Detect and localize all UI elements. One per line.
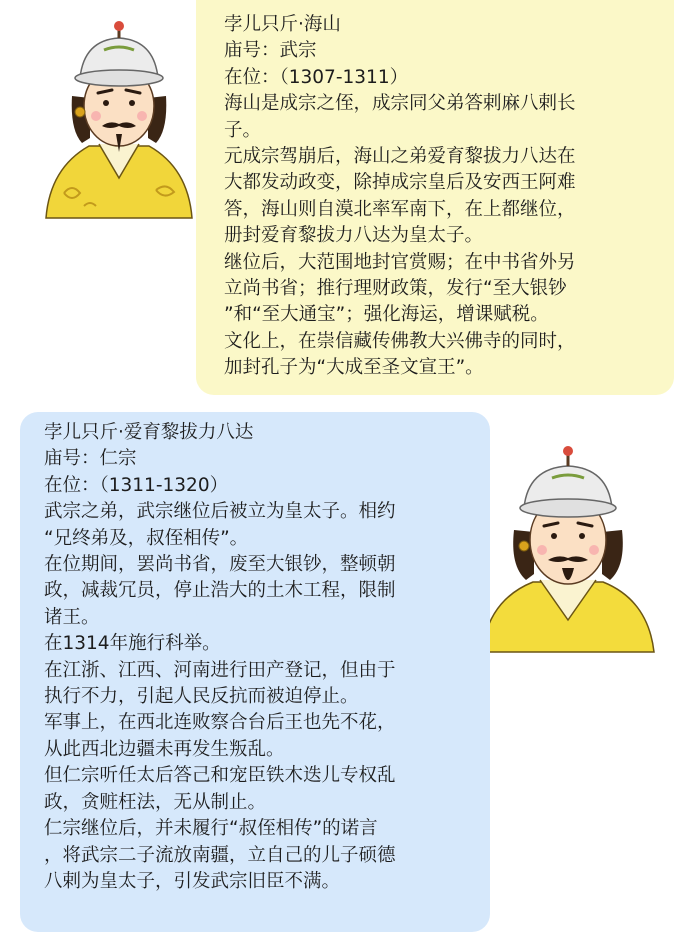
emperor-portrait-renzong [478, 442, 658, 667]
body-line: 文化上，在崇信藏传佛教大兴佛寺的同时， [224, 330, 576, 352]
body-line: 在1314年施行科举。 [44, 633, 221, 655]
body-line: 政，减裁冗员，停止浩大的土木工程，限制 [44, 580, 396, 602]
emperor-card-renzong [20, 412, 490, 932]
body-line: 政，贪赃枉法，无从制止。 [44, 791, 267, 813]
body-line: 军事上，在西北连败察合台后王也先不花， [44, 712, 396, 734]
body-line: 大都发动政变，除掉成宗皇后及安西王阿难 [224, 172, 576, 194]
card-title: 孛儿只斤·海山 [224, 14, 341, 35]
body-line: “兄终弟及，叔侄相传”。 [44, 527, 249, 549]
body-line: 册封爱育黎拔力八达为皇太子。 [224, 225, 484, 247]
reign-period: 在位：（1311-1320） [44, 474, 229, 496]
body-line: 答，海山则自漠北率军南下，在上都继位， [224, 198, 576, 220]
body-line: 海山是成宗之侄，成宗同父弟答剌麻八剌长 [224, 93, 576, 115]
temple-name: 庙号：仁宗 [44, 448, 137, 470]
temple-name: 庙号：武宗 [224, 40, 317, 62]
body-line: 在江浙、江西、河南进行田产登记，但由于 [44, 659, 396, 681]
reign-period: 在位：（1307-1311） [224, 66, 409, 88]
body-line: 武宗之弟，武宗继位后被立为皇太子。相约 [44, 501, 396, 523]
card-title: 孛儿只斤·爱育黎拔力八达 [44, 422, 254, 443]
body-line: 诸王。 [44, 606, 100, 628]
body-line: 加封孔子为“大成至圣文宣王”。 [224, 357, 484, 379]
emperor-card-wuzong [196, 0, 674, 395]
body-line: 但仁宗听任太后答己和宠臣铁木迭儿专权乱 [44, 765, 396, 787]
emperor-portrait-wuzong [44, 18, 194, 223]
body-line: 子。 [224, 119, 262, 141]
body-line: 从此西北边疆未再发生叛乱。 [44, 738, 285, 760]
body-line: 继位后，大范围地封官赏赐；在中书省外另 [224, 251, 576, 273]
body-line: ，将武宗二子流放南疆，立自己的儿子硕德 [44, 844, 396, 866]
body-line: ”和“至大通宝”；强化海运，增课赋税。 [224, 304, 549, 326]
body-line: 元成宗驾崩后，海山之弟爱育黎拔力八达在 [224, 146, 576, 168]
body-line: 在位期间，罢尚书省，废至大银钞，整顿朝 [44, 554, 396, 576]
body-line: 执行不力，引起人民反抗而被迫停止。 [44, 686, 359, 708]
body-line: 八剌为皇太子，引发武宗旧臣不满。 [44, 870, 341, 892]
body-line: 立尚书省；推行理财政策，发行“至大银钞 [224, 278, 567, 300]
body-line: 仁宗继位后，并未履行“叔侄相传”的诺言 [44, 818, 378, 840]
